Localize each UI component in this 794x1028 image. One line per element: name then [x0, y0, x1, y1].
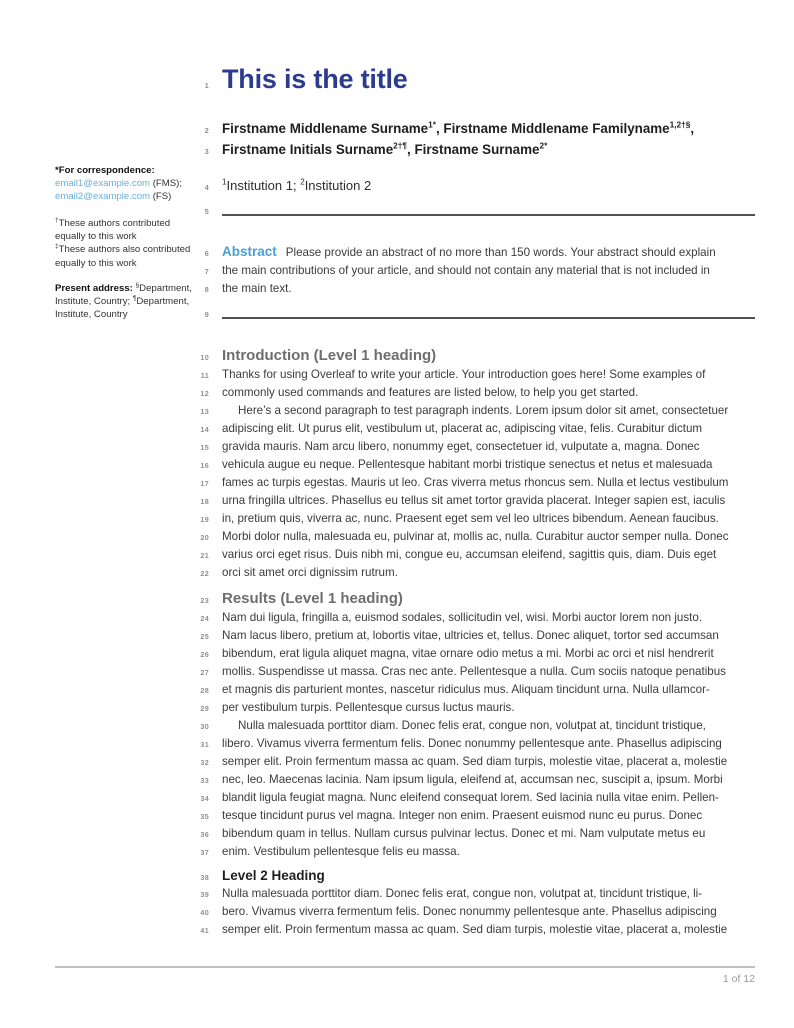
line-number: 26: [200, 650, 209, 659]
body-line: enim. Vestibulum pellentesque felis eu massa.: [222, 845, 460, 858]
body-line-row: [0, 735, 794, 753]
body-line: bibendum quam in tellus. Nullam cursus pulvinar lectus. Donec et mi. Nam vulputate metus eu: [222, 827, 706, 840]
section-heading-row: [0, 588, 794, 609]
abstract-line: Abstract Please provide an abstract of no more than 150 words. Your abstract should explain: [222, 244, 716, 259]
body-line-row: [0, 885, 794, 903]
bold-label: *For correspondence:: [55, 165, 155, 176]
body-line: Nam lacus libero, pretium at, lobortis vitae, ultricies et, tellus. Donec aliquet, tortor sed accumsan: [222, 629, 719, 642]
body-line-row: [0, 807, 794, 825]
line-number: 19: [200, 515, 209, 524]
body-line: Here’s a second paragraph to test paragraph indents. Lorem ipsum dolor sit amet, consectetuer: [238, 404, 729, 417]
line-number: 21: [200, 551, 209, 560]
line-number: 29: [200, 704, 209, 713]
body-line-row: [0, 546, 794, 564]
abstract-label: Abstract: [222, 244, 277, 259]
superscript-marker: 2*: [539, 140, 548, 151]
body-line: the main contributions of your article, and should not contain any material that is not included in: [222, 264, 710, 277]
body-line: in, pretium quis, viverra ac, nunc. Praesent eget sem vel leo ultrices bibendum. Aenean faucibus.: [222, 512, 719, 525]
body-line-row: [0, 717, 794, 735]
body-line: semper elit. Proin fermentum massa ac quam. Sed diam turpis, molestie vitae, placerat a, molestie: [222, 923, 728, 936]
body-line-row: [0, 564, 794, 582]
line-number: 25: [200, 632, 209, 641]
line-number: 38: [200, 873, 209, 882]
body-line-row: [0, 492, 794, 510]
line-number: 35: [200, 812, 209, 821]
body-line: et magnis dis parturient montes, nascetur ridiculus mus. Aliquam tincidunt urna. Nulla ullamcor-: [222, 683, 710, 696]
superscript-marker: 1,2†§: [669, 119, 691, 130]
line-number: 33: [200, 776, 209, 785]
body-line: per vestibulum turpis. Pellentesque cursus luctus mauris.: [222, 701, 515, 714]
body-line: blandit ligula feugiat magna. Nunc eleifend consequat lorem. Sed lacinia nulla vitae enim. Pellen-: [222, 791, 719, 804]
subsection-heading: Level 2 Heading: [222, 868, 325, 883]
superscript-marker: 2: [300, 177, 305, 187]
line-number: 36: [200, 830, 209, 839]
body-line: semper elit. Proin fermentum massa ac quam. Sed diam turpis, molestie vitae, placerat a, molestie: [222, 755, 728, 768]
body-line-row: [0, 753, 794, 771]
body-line: orci sit amet orci dignissim rutrum.: [222, 566, 398, 579]
line-number: 2: [204, 126, 209, 135]
body-line-row: [0, 420, 794, 438]
margin-note-line: †These authors contributed: [55, 216, 171, 229]
body-line: urna fringilla ultrices. Phasellus eu tellus sit amet tortor gravida placerat. Integer sapien est, iaculis: [222, 494, 726, 507]
line-number: 16: [200, 461, 209, 470]
body-line-row: [0, 609, 794, 627]
body-line-row: [0, 384, 794, 402]
margin-note-line: email2@example.com (FS): [55, 191, 172, 203]
section-heading-row: [0, 345, 794, 366]
line-number: 18: [200, 497, 209, 506]
line-number: 40: [200, 908, 209, 917]
body-line-row: [0, 645, 794, 663]
line-number: 14: [200, 425, 209, 434]
body-line: Nulla malesuada porttitor diam. Donec felis erat, congue non, volutpat at, tincidunt tristique, li-: [222, 887, 703, 900]
line-number: 34: [200, 794, 209, 803]
line-number: 8: [204, 285, 209, 294]
superscript-marker: ¶: [132, 295, 137, 303]
author-line: Firstname Middlename Surname$^{1*}$, Firstname Middlename Familyname$^{1,2\dagger\S}$,: [222, 119, 695, 136]
body-line-row: [0, 921, 794, 939]
body-line: varius orci eget risus. Duis nibh mi, congue eu, accumsan eleifend, sagittis quis, diam. Duis eget: [222, 548, 717, 561]
line-number: 31: [200, 740, 209, 749]
subsection-heading-row: [0, 866, 794, 885]
institution-line: $^1$Institution 1; $^2$Institution 2: [222, 177, 372, 193]
section-heading: Introduction (Level 1 heading): [222, 347, 437, 364]
email-link[interactable]: email2@example.com: [55, 191, 151, 203]
margin-note-line: Institute, Country: [55, 309, 128, 321]
margin-note-line: Institute, Country; ¶Department,: [55, 295, 190, 308]
institution-line-row: [0, 177, 794, 195]
body-line-row: [0, 280, 794, 298]
body-line: gravida mauris. Nam arcu libero, nonummy eget, consectetuer id, vulputate a, magna. Donec: [222, 440, 700, 453]
body-line: Thanks for using Overleaf to write your article. Your introduction goes here! Some examples of: [222, 368, 706, 381]
body-line: Nulla malesuada porttitor diam. Donec felis erat, congue non, volutpat at, tincidunt tristique,: [238, 719, 706, 732]
body-line: bero. Vivamus viverra fermentum felis. Donec nonummy pellentesque ante. Phasellus adipiscing: [222, 905, 717, 918]
body-line-row: [0, 456, 794, 474]
body-line-row: [0, 438, 794, 456]
body-line-row: [0, 843, 794, 861]
abstract-rule-row: [0, 207, 794, 216]
line-number: 3: [204, 147, 209, 156]
body-line: Nam dui ligula, fringilla a, euismod sodales, sollicitudin vel, wisi. Morbi auctor lorem non justo.: [222, 611, 703, 624]
body-line: vehicula augue eu neque. Pellentesque habitant morbi tristique senectus et netus et malesuada: [222, 458, 713, 471]
email-link[interactable]: email1@example.com: [55, 178, 151, 190]
line-number: 6: [204, 249, 209, 258]
body-line: nec, leo. Maecenas lacinia. Nam ipsum ligula, eleifend at, accumsan nec, suscipit a, ipsum. Morbi: [222, 773, 723, 786]
line-number: 24: [200, 614, 209, 623]
line-number: 41: [200, 926, 209, 935]
line-number: 17: [200, 479, 209, 488]
body-line-row: [0, 262, 794, 280]
superscript-marker: 1*: [428, 119, 436, 130]
line-number: 15: [200, 443, 209, 452]
superscript-marker: ‡: [55, 243, 59, 251]
abstract-line-row: [0, 243, 794, 262]
margin-note-line: ‡These authors also contributed: [55, 243, 191, 256]
body-line-row: [0, 402, 794, 420]
body-line: fames ac turpis egestas. Mauris ut leo. Cras viverra metus rhoncus sem. Nulla et lectus vestibulum: [222, 476, 729, 489]
abstract-rule: [222, 317, 755, 319]
body-line: Morbi dolor nulla, malesuada eu, pulvinar at, mollis ac, nulla. Curabitur auctor semper nulla. Donec: [222, 530, 729, 543]
body-line-row: [0, 699, 794, 717]
line-number: 23: [200, 596, 209, 605]
line-number: 10: [200, 353, 209, 362]
line-number: 12: [200, 389, 209, 398]
body-line: mollis. Suspendisse ut massa. Cras nec ante. Pellentesque a nulla. Cum sociis natoque penatibus: [222, 665, 726, 678]
body-line-row: [0, 825, 794, 843]
line-number: 11: [200, 371, 209, 380]
line-number: 1: [204, 81, 209, 90]
section-heading: Results (Level 1 heading): [222, 590, 403, 607]
line-number: 30: [200, 722, 209, 731]
body-line-row: [0, 627, 794, 645]
body-line: libero. Vivamus viverra fermentum felis. Donec nonummy pellentesque ante. Phasellus adipiscing: [222, 737, 722, 750]
body-line-row: [0, 528, 794, 546]
line-number: 27: [200, 668, 209, 677]
superscript-marker: 1: [222, 177, 227, 187]
body-line-row: [0, 663, 794, 681]
line-number: 32: [200, 758, 209, 767]
line-number: 7: [204, 267, 209, 276]
body-line: bibendum, erat ligula aliquet magna, vitae ornare odio metus a mi. Morbi ac orci et nisl hendrerit: [222, 647, 714, 660]
line-number: 22: [200, 569, 209, 578]
body-line-row: [0, 510, 794, 528]
body-line: tesque tincidunt purus vel magna. Integer non enim. Praesent euismod nunc eu purus. Donec: [222, 809, 703, 822]
superscript-marker: 2†¶: [393, 140, 407, 151]
article-title: This is the title: [222, 64, 408, 94]
margin-note-line: email1@example.com (FMS);: [55, 178, 183, 190]
margin-note-line: equally to this work: [55, 231, 137, 243]
article-title-row: [0, 62, 794, 96]
body-line-row: [0, 366, 794, 384]
body-line-row: [0, 474, 794, 492]
line-number: 5: [204, 207, 209, 216]
body-line-row: [0, 771, 794, 789]
line-number: 13: [200, 407, 209, 416]
line-number: 37: [200, 848, 209, 857]
line-number: 4: [204, 183, 209, 192]
line-number: 9: [204, 310, 209, 319]
body-line: commonly used commands and features are listed below, to help you get started.: [222, 386, 639, 399]
footer-rule: [55, 966, 755, 968]
body-line: adipiscing elit. Ut purus elit, vestibulum ut, placerat ac, adipiscing vitae, felis. Curabitur dictum: [222, 422, 703, 435]
body-line-row: [0, 789, 794, 807]
line-number: 28: [200, 686, 209, 695]
superscript-marker: §: [135, 281, 140, 289]
margin-note-line: equally to this work: [55, 257, 137, 269]
page-footer: [55, 966, 755, 985]
bold-label: Present address:: [55, 283, 136, 294]
margin-note-line: Present address: §Department,: [55, 281, 192, 294]
abstract-rule: [222, 214, 755, 216]
page-indicator: 1 of 12: [722, 973, 755, 985]
author-line: Firstname Initials Surname$^{2\dagger\P}$, Firstname Surname$^{2*}$: [222, 140, 548, 157]
author-line-row: [0, 139, 794, 160]
body-line-row: [0, 903, 794, 921]
line-number: 20: [200, 533, 209, 542]
author-line-row: [0, 118, 794, 139]
body-line: the main text.: [222, 282, 292, 295]
body-line-row: [0, 681, 794, 699]
line-number: 39: [200, 890, 209, 899]
superscript-marker: †: [55, 216, 59, 224]
